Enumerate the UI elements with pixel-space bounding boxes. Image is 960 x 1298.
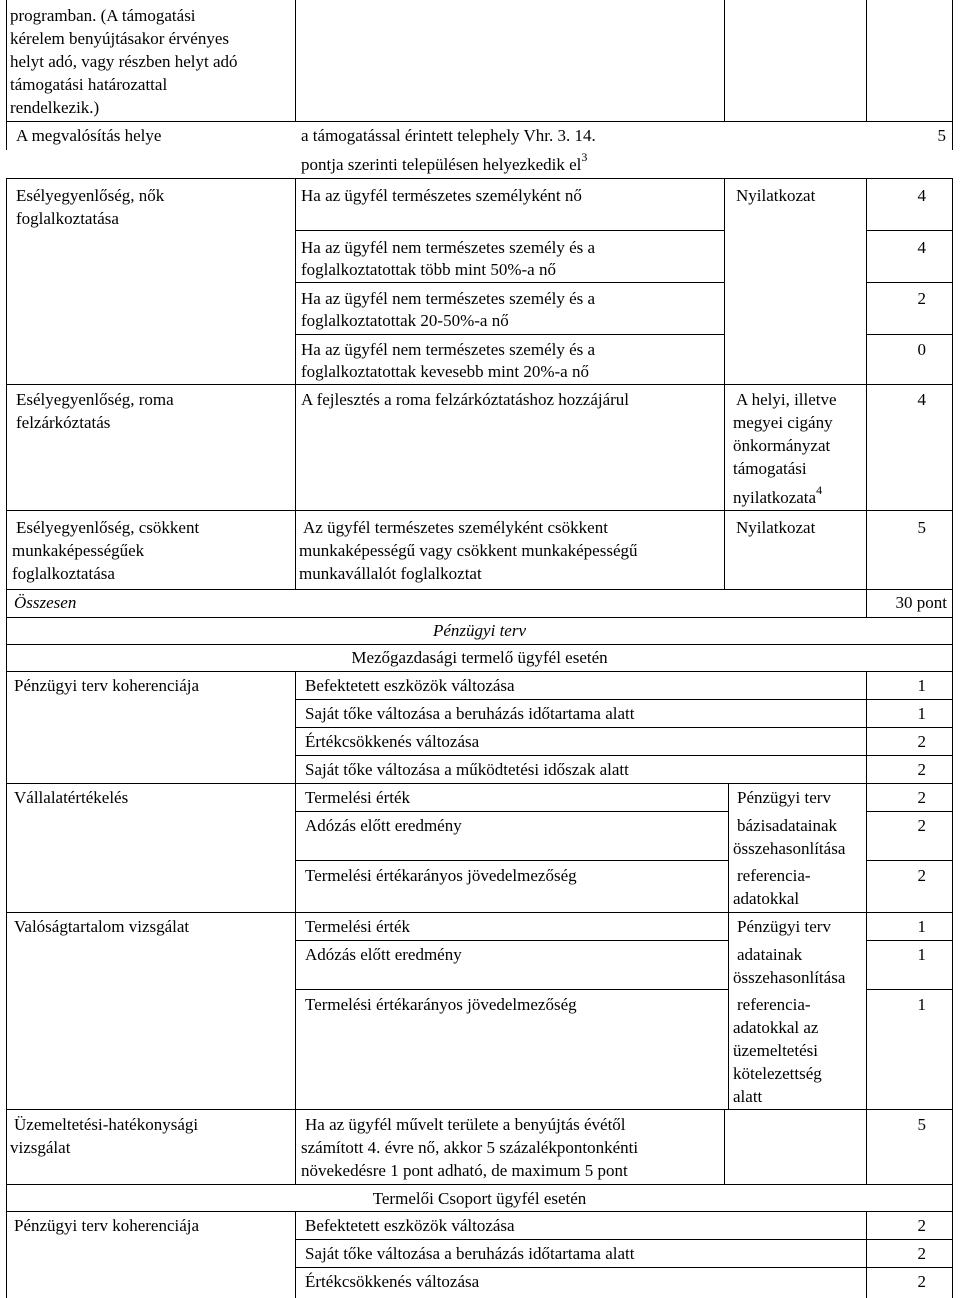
condition-text: munkavállalót foglalkoztat bbox=[299, 564, 482, 583]
proof-text: bázisadatainak bbox=[737, 816, 838, 835]
points: 5 bbox=[937, 126, 946, 145]
condition-text: munkaképességű vagy csökkent munkaképességű bbox=[299, 541, 638, 560]
criterion-text: Adózás előtt eredmény bbox=[305, 816, 462, 835]
row-label: Vállalatértékelés bbox=[14, 788, 129, 807]
text-line: rendelkezik.) bbox=[10, 98, 100, 117]
row-label: Esélyegyenlőség, csökkent bbox=[16, 518, 200, 537]
proof-text: nyilatkozata$^4$ bbox=[733, 483, 823, 507]
condition-text: Ha az ügyfél nem természetes személy és a bbox=[301, 340, 596, 359]
points: 4 bbox=[917, 186, 926, 205]
row-label: munkaképességűek bbox=[12, 541, 145, 560]
criterion-text: Befektetett eszközök változása bbox=[305, 1216, 515, 1235]
condition-text: A fejlesztés a roma felzárkóztatáshoz hozzájárul bbox=[301, 390, 630, 409]
proof-text: A helyi, illetve bbox=[736, 390, 837, 409]
points: 2 bbox=[917, 1244, 926, 1263]
condition-text: Az ügyfél természetes személyként csökkent bbox=[303, 518, 608, 537]
condition-text: Ha az ügyfél nem természetes személy és a bbox=[301, 238, 596, 257]
points: 2 bbox=[917, 289, 926, 308]
proof-text: alatt bbox=[733, 1087, 763, 1106]
points: 2 bbox=[917, 732, 926, 751]
condition-text: foglalkoztatottak több mint 50%-a nő bbox=[301, 260, 556, 279]
row-label: Esélyegyenlőség, roma bbox=[16, 390, 174, 409]
points: 2 bbox=[917, 1272, 926, 1291]
criterion-text: számított 4. évre nő, akkor 5 százalékpontonkénti bbox=[301, 1138, 639, 1157]
points: 2 bbox=[917, 866, 926, 885]
proof-text: adatokkal az bbox=[733, 1018, 819, 1037]
proof-text: önkormányzat bbox=[733, 436, 831, 455]
proof-text: támogatási bbox=[733, 459, 807, 478]
points: 2 bbox=[917, 788, 926, 807]
criterion-text: növekedésre 1 pont adható, de maximum 5 pont bbox=[301, 1161, 628, 1180]
row-label: vizsgálat bbox=[10, 1138, 71, 1157]
row-label: foglalkoztatása bbox=[12, 564, 115, 583]
points: 2 bbox=[917, 816, 926, 835]
criterion-text: Saját tőke változása a működtetési időszak alatt bbox=[305, 760, 629, 779]
criterion-text: Termelési értékarányos jövedelmezőség bbox=[305, 995, 577, 1014]
points: 2 bbox=[917, 1216, 926, 1235]
criterion-text: Befektetett eszközök változása bbox=[305, 676, 515, 695]
section-subtitle: Termelői Csoport ügyfél esetén bbox=[372, 1189, 587, 1208]
criterion-text: Termelési értékarányos jövedelmezőség bbox=[305, 866, 577, 885]
points: 4 bbox=[917, 390, 926, 409]
condition-text: Ha az ügyfél természetes személyként nő bbox=[301, 186, 582, 205]
row-label: Pénzügyi terv koherenciája bbox=[14, 1216, 200, 1235]
row-label: foglalkoztatása bbox=[16, 209, 119, 228]
total-label: Összesen bbox=[14, 593, 77, 612]
proof-text: adatainak bbox=[737, 945, 803, 964]
proof-text: megyei cigány bbox=[733, 413, 833, 432]
criterion-text: Termelési érték bbox=[305, 917, 411, 936]
points: 0 bbox=[917, 340, 926, 359]
points: 5 bbox=[917, 518, 926, 537]
text-line: helyt adó, vagy részben helyt adó bbox=[10, 52, 238, 71]
row-text: pontja szerinti településen helyezkedik $el^3$ bbox=[301, 150, 588, 174]
points: 1 bbox=[917, 945, 926, 964]
criterion-text: Értékcsökkenés változása bbox=[305, 732, 480, 751]
row-label: Pénzügyi terv koherenciája bbox=[14, 676, 200, 695]
total-points: 30 pont bbox=[895, 593, 947, 612]
proof-text: üzemeltetési bbox=[733, 1041, 818, 1060]
row-text: a támogatással érintett telephely Vhr. 3. 14. bbox=[301, 126, 596, 145]
points: 1 bbox=[917, 995, 926, 1014]
criterion-text: Saját tőke változása a beruházás időtartama alatt bbox=[305, 1244, 635, 1263]
row-label: felzárkóztatás bbox=[16, 413, 111, 432]
row-label: Üzemeltetési-hatékonysági bbox=[14, 1115, 199, 1134]
criterion-text: Ha az ügyfél művelt területe a benyújtás évétől bbox=[305, 1115, 626, 1134]
proof-text: adatokkal bbox=[733, 889, 800, 908]
proof-text: Nyilatkozat bbox=[736, 186, 816, 205]
proof-text: összehasonlítása bbox=[733, 968, 846, 987]
points: 1 bbox=[917, 917, 926, 936]
criterion-text: Termelési érték bbox=[305, 788, 411, 807]
points: 1 bbox=[917, 676, 926, 695]
criterion-text: Saját tőke változása a beruházás időtartama alatt bbox=[305, 704, 635, 723]
row-label: Esélyegyenlőség, nők bbox=[16, 186, 165, 205]
text-line: kérelem benyújtásakor érvényes bbox=[10, 29, 230, 48]
proof-text: referencia- bbox=[737, 866, 811, 885]
condition-text: foglalkoztatottak kevesebb mint 20%-a nő bbox=[301, 362, 589, 381]
footnote-ref: 4 bbox=[816, 483, 823, 498]
row-label: Valóságtartalom vizsgálat bbox=[14, 917, 190, 936]
footnote-ref: 3 bbox=[581, 150, 588, 165]
proof-text: összehasonlítása bbox=[733, 839, 846, 858]
proof-text: Pénzügyi terv bbox=[737, 917, 831, 936]
text-line: támogatási határozattal bbox=[10, 75, 168, 94]
points: 1 bbox=[917, 704, 926, 723]
proof-text: kötelezettség bbox=[733, 1064, 822, 1083]
criterion-text: Értékcsökkenés változása bbox=[305, 1272, 480, 1291]
condition-text: Ha az ügyfél nem természetes személy és a bbox=[301, 289, 596, 308]
proof-text: referencia- bbox=[737, 995, 811, 1014]
section-subtitle: Mezőgazdasági termelő ügyfél esetén bbox=[351, 648, 608, 667]
condition-text: foglalkoztatottak 20-50%-a nő bbox=[301, 311, 509, 330]
proof-text: Pénzügyi terv bbox=[737, 788, 831, 807]
points: 5 bbox=[917, 1115, 926, 1134]
points: 2 bbox=[917, 760, 926, 779]
text-line: programban. (A támogatási bbox=[10, 6, 196, 25]
row-label: A megvalósítás helye bbox=[16, 126, 162, 145]
section-title: Pénzügyi terv bbox=[433, 621, 526, 640]
criterion-text: Adózás előtt eredmény bbox=[305, 945, 462, 964]
points: 4 bbox=[917, 238, 926, 257]
proof-text: Nyilatkozat bbox=[736, 518, 816, 537]
